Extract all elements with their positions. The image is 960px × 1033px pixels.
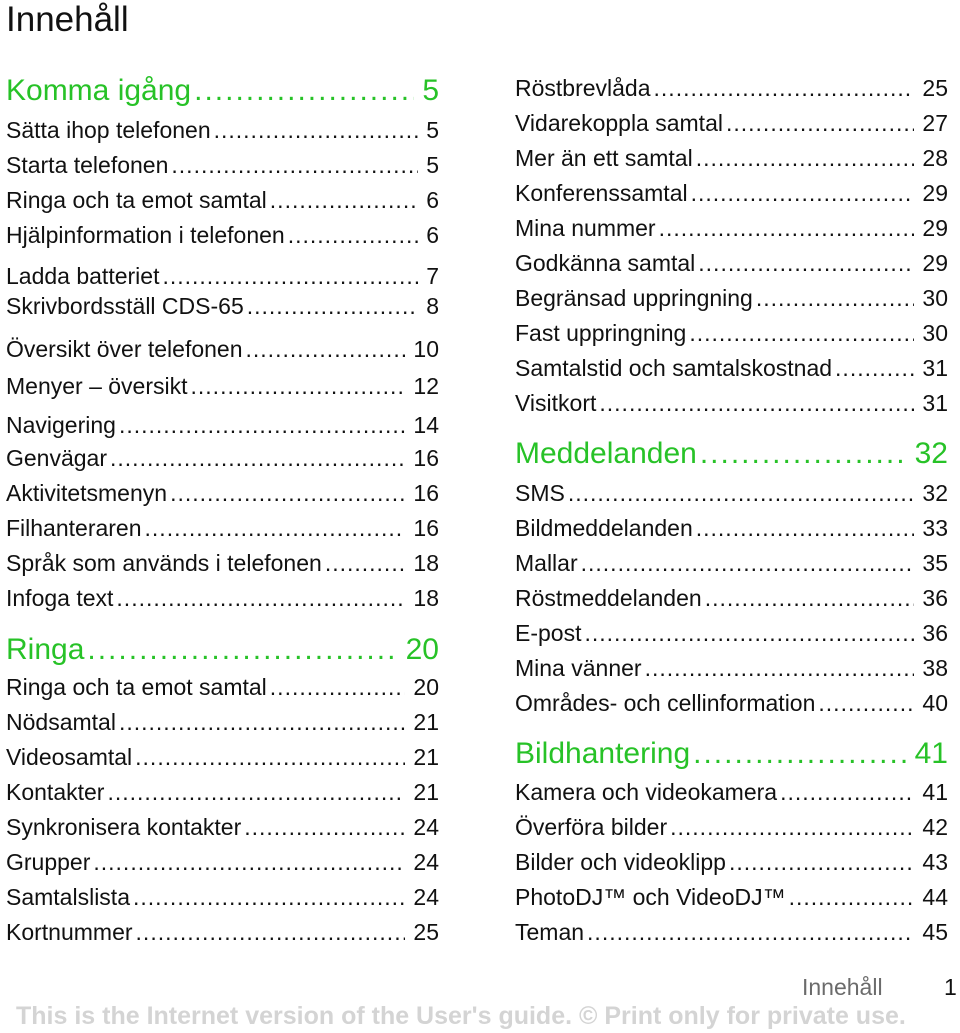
toc-dot-leader [568,478,915,508]
toc-entry-title: Bildhantering [515,737,691,770]
toc-entry[interactable] [6,443,439,473]
toc-dot-leader [670,812,914,842]
toc-page-number: 35 [922,550,948,576]
toc-entry[interactable] [515,388,948,418]
toc-entry-title: Mina nummer [515,215,656,241]
toc-entry-title: Nödsamtal [6,709,116,735]
toc-page-number: 24 [413,849,439,875]
toc-page-number: 20 [413,674,439,700]
toc-dot-leader [162,261,418,291]
toc-entry[interactable] [6,548,439,578]
toc-entry[interactable] [6,410,439,440]
toc-entry-title: Ladda batteriet [6,263,160,289]
footer-section-label: Innehåll [802,974,883,1000]
toc-page-number: 21 [413,779,439,805]
toc-entry-title: Genvägar [6,445,108,471]
toc-page-number: 5 [422,74,439,107]
toc-page-number: 25 [413,919,439,945]
toc-entry-title: Överföra bilder [515,814,668,840]
toc-page-number: 24 [413,814,439,840]
toc-entry[interactable] [515,178,948,208]
toc-dot-leader [87,632,397,668]
toc-page-number: 29 [922,250,948,276]
toc-entry[interactable] [515,283,948,313]
toc-entry-title: Infoga text [6,585,114,611]
toc-entry[interactable] [515,513,948,543]
toc-entry[interactable] [6,847,439,877]
toc-dot-leader [705,583,915,613]
toc-entry-title: Samtalstid och samtalskostnad [515,355,833,381]
toc-entry[interactable] [515,583,948,613]
toc-page-number: 28 [922,145,948,171]
toc-page-number: 32 [914,437,948,470]
toc-entry[interactable] [515,688,948,718]
toc-entry[interactable] [6,371,439,401]
toc-dot-leader [789,882,915,912]
toc-dot-leader [93,847,405,877]
toc-page-number: 8 [426,293,439,319]
toc-dot-leader [696,143,915,173]
toc-page-number: 45 [922,919,948,945]
toc-chapter[interactable] [6,73,439,109]
toc-entry[interactable] [6,917,439,947]
toc-entry[interactable] [6,742,439,772]
toc-entry-title: Navigering [6,412,116,438]
toc-page-number: 41 [922,779,948,805]
toc-dot-leader [107,777,405,807]
toc-entry-title: Visitkort [515,390,597,416]
toc-entry[interactable] [515,213,948,243]
toc-entry-title: Bilder och videoklipp [515,849,726,875]
toc-entry[interactable] [515,353,948,383]
toc-page-number: 30 [922,285,948,311]
toc-entry[interactable] [6,672,439,702]
toc-dot-leader [599,388,914,418]
toc-entry[interactable] [515,618,948,648]
toc-dot-leader [116,583,405,613]
toc-dot-leader [110,443,405,473]
toc-page-number: 6 [426,187,439,213]
toc-page-number: 31 [922,355,948,381]
toc-page-number: 5 [426,152,439,178]
toc-entry[interactable] [515,478,948,508]
toc-entry-title: Godkänna samtal [515,250,696,276]
toc-page-number: 33 [922,515,948,541]
toc-dot-leader [698,248,914,278]
toc-entry-title: Filhanteraren [6,515,142,541]
toc-dot-leader [133,882,405,912]
toc-dot-leader [700,436,907,472]
toc-dot-leader [689,318,914,348]
toc-entry-title: E-post [515,620,582,646]
toc-page-number: 6 [426,222,439,248]
toc-entry-title: Språk som används i telefonen [6,550,322,576]
toc-entry-title: Starta telefonen [6,152,169,178]
toc-entry[interactable] [515,143,948,173]
toc-entry-title: Samtalslista [6,884,130,910]
toc-page-number: 30 [922,320,948,346]
toc-entry[interactable] [6,513,439,543]
toc-entry[interactable] [6,334,439,364]
toc-entry-title: Meddelanden [515,437,697,470]
toc-entry-title: Synkronisera kontakter [6,814,242,840]
toc-entry-title: Skrivbordsställ CDS-65 [6,293,244,319]
toc-entry[interactable] [6,583,439,613]
toc-entry-title: Hjälpinformation i telefonen [6,222,285,248]
toc-dot-leader [171,150,418,180]
toc-page-number: 14 [413,412,439,438]
toc-page-number: 21 [413,709,439,735]
toc-dot-leader [136,917,406,947]
toc-page-number: 25 [922,75,948,101]
toc-chapter[interactable] [515,736,948,772]
toc-dot-leader [119,410,405,440]
toc-dot-leader [691,178,915,208]
toc-entry[interactable] [515,318,948,348]
toc-entry-title: Teman [515,919,585,945]
toc-entry[interactable] [6,150,439,180]
toc-entry[interactable] [6,707,439,737]
toc-page-number: 41 [914,737,948,770]
toc-entry-title: Bildmeddelanden [515,515,693,541]
toc-entry[interactable] [515,777,948,807]
toc-dot-leader [581,548,915,578]
toc-dot-leader [247,291,418,321]
toc-page-number: 18 [413,550,439,576]
toc-entry[interactable] [515,248,948,278]
toc-entry-title: PhotoDJ™ och VideoDJ™ [515,884,786,910]
toc-entry-title: Komma igång [6,74,192,107]
toc-page-number: 5 [426,117,439,143]
toc-dot-leader [654,73,915,103]
toc-page-number: 18 [413,585,439,611]
toc-entry-title: Kamera och videokamera [515,779,778,805]
toc-dot-leader [270,672,406,702]
toc-dot-leader [288,220,418,250]
toc-dot-leader [214,115,419,145]
toc-entry-title: Menyer – översikt [6,373,188,399]
toc-page-number: 21 [413,744,439,770]
toc-dot-leader [135,742,405,772]
toc-page-number: 7 [426,263,439,289]
toc-entry[interactable] [6,261,439,291]
footer-page-number: 1 [944,974,957,1000]
toc-page-number: 42 [922,814,948,840]
toc-entry[interactable] [515,882,948,912]
toc-dot-leader [246,334,406,364]
toc-page-number: 10 [413,336,439,362]
toc-entry-title: Sätta ihop telefonen [6,117,211,143]
toc-entry-title: Vidarekoppla samtal [515,110,723,136]
toc-dot-leader [325,548,406,578]
toc-chapter[interactable] [515,436,948,472]
toc-page-number: 16 [413,515,439,541]
toc-dot-leader [194,73,414,109]
toc-page-number: 43 [922,849,948,875]
toc-dot-leader [835,353,914,383]
toc-entry-title: Röstmeddelanden [515,585,702,611]
toc-dot-leader [587,917,914,947]
toc-dot-leader [645,653,915,683]
toc-entry-title: Ringa och ta emot samtal [6,674,267,700]
toc-page-number: 12 [413,373,439,399]
toc-dot-leader [818,688,914,718]
toc-page-number: 27 [922,110,948,136]
toc-entry-title: Aktivitetsmenyn [6,480,168,506]
toc-entry-title: Fast uppringning [515,320,687,346]
toc-page-number: 38 [922,655,948,681]
watermark-text: This is the Internet version of the User's guide. © Print only for private use. [16,1002,906,1030]
toc-entry-title: Röstbrevlåda [515,75,651,101]
toc-entry-title: Konferenssamtal [515,180,688,206]
toc-chapter[interactable] [6,632,439,668]
toc-dot-leader [780,777,914,807]
toc-page-number: 20 [405,633,439,666]
toc-entry-title: Områdes- och cellinformation [515,690,816,716]
toc-entry-title: Grupper [6,849,91,875]
toc-entry[interactable] [6,882,439,912]
toc-entry-title: Mallar [515,550,578,576]
toc-dot-leader [145,513,406,543]
toc-page-number: 16 [413,480,439,506]
toc-entry[interactable] [6,812,439,842]
toc-dot-leader [244,812,405,842]
toc-entry-title: SMS [515,480,565,506]
toc-page-number: 24 [413,884,439,910]
toc-page-number: 36 [922,620,948,646]
toc-entry[interactable] [6,185,439,215]
toc-dot-leader [729,847,914,877]
toc-page-number: 40 [922,690,948,716]
toc-entry[interactable] [515,108,948,138]
toc-entry-title: Begränsad uppringning [515,285,753,311]
toc-entry[interactable] [515,653,948,683]
toc-entry[interactable] [515,917,948,947]
toc-dot-leader [584,618,914,648]
toc-page-number: 36 [922,585,948,611]
toc-entry[interactable] [515,812,948,842]
toc-dot-leader [270,185,418,215]
toc-dot-leader [756,283,915,313]
toc-dot-leader [693,736,907,772]
toc-dot-leader [119,707,405,737]
toc-entry-title: Kontakter [6,779,105,805]
toc-page-number: 32 [922,480,948,506]
toc-entry-title: Ringa och ta emot samtal [6,187,267,213]
toc-entry[interactable] [515,73,948,103]
toc-page-number: 44 [922,884,948,910]
page-title: Innehåll [6,0,129,39]
toc-entry[interactable] [515,548,948,578]
toc-dot-leader [659,213,915,243]
toc-entry-title: Mina vänner [515,655,642,681]
toc-entry-title: Videosamtal [6,744,133,770]
toc-dot-leader [191,371,406,401]
toc-entry-title: Översikt över telefonen [6,336,243,362]
toc-page-number: 31 [922,390,948,416]
toc-entry-title: Ringa [6,633,85,666]
toc-page-number: 29 [922,215,948,241]
toc-entry[interactable] [515,847,948,877]
toc-entry-title: Mer än ett samtal [515,145,693,171]
toc-dot-leader [726,108,914,138]
toc-entry[interactable] [6,115,439,145]
toc-entry[interactable] [6,220,439,250]
toc-dot-leader [696,513,915,543]
toc-entry-title: Kortnummer [6,919,133,945]
toc-entry[interactable] [6,777,439,807]
toc-entry[interactable] [6,291,439,321]
toc-page-number: 29 [922,180,948,206]
toc-entry[interactable] [6,478,439,508]
toc-page-number: 16 [413,445,439,471]
toc-dot-leader [170,478,405,508]
